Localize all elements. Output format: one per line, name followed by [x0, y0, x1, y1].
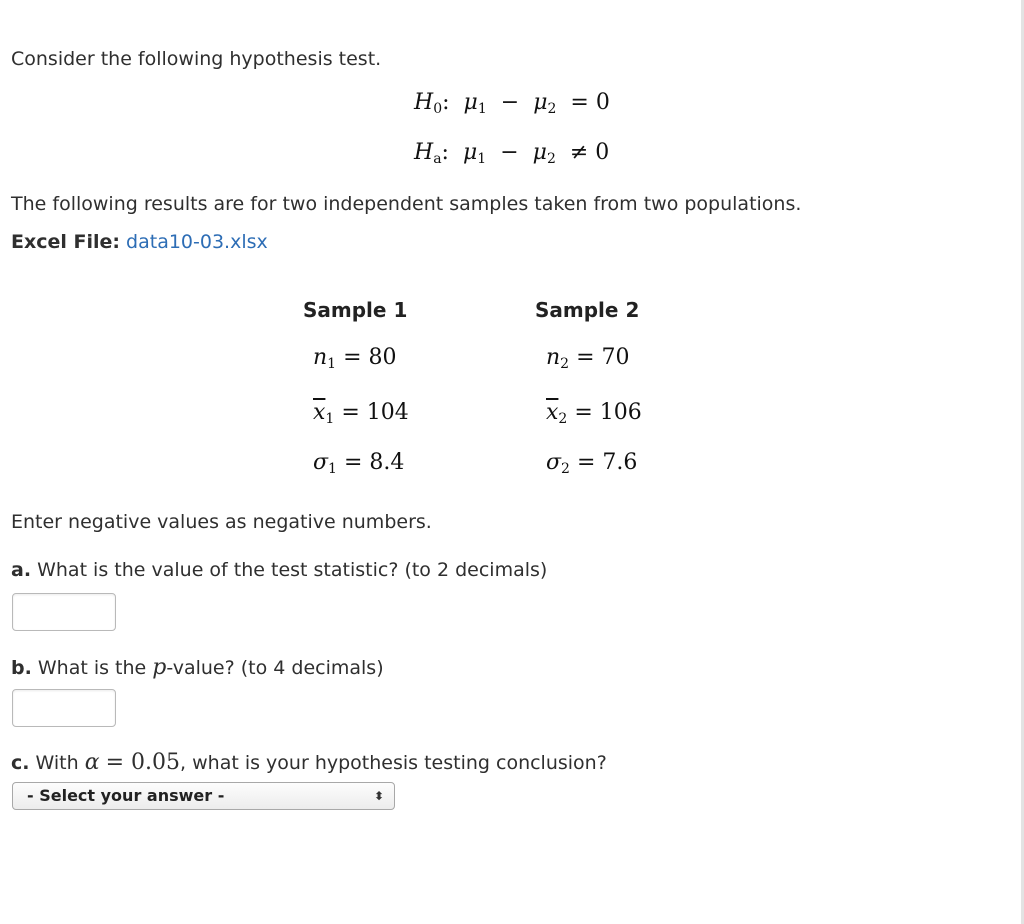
- sample-1-header: Sample 1: [303, 298, 408, 322]
- sample-1-mean: $\overline{x}_1 = 104$: [313, 400, 409, 427]
- results-text: The following results are for two independent samples taken from two populations.: [11, 193, 802, 215]
- question-b: b. What is the p-value? (to 4 decimals): [11, 655, 384, 680]
- intro-text: Consider the following hypothesis test.: [11, 48, 382, 70]
- test-statistic-input[interactable]: [12, 593, 116, 631]
- sample-1-n: $n_1 = 80$: [313, 345, 397, 372]
- sample-1-sigma: $\sigma_1 = 8.4$: [313, 450, 405, 477]
- sample-2-header: Sample 2: [535, 298, 640, 322]
- instruction-text: Enter negative values as negative numbers.: [11, 511, 432, 533]
- conclusion-select-value: - Select your answer -: [27, 786, 225, 805]
- alternative-hypothesis: $H_a$: $\mu_1 - \mu_2 \ne 0$: [414, 140, 610, 167]
- conclusion-select[interactable]: [12, 782, 395, 810]
- sample-2-sigma: $\sigma_2 = 7.6$: [546, 450, 638, 477]
- sample-2-n: $n_2 = 70$: [546, 345, 630, 372]
- null-hypothesis: $H_0$: $\mu_1 - \mu_2 = 0$: [414, 90, 610, 117]
- question-a: a. What is the value of the test statistic? (to 2 decimals): [11, 559, 548, 581]
- excel-file-label: Excel File:: [11, 231, 120, 253]
- sample-2-mean: $\overline{x}_2 = 106$: [546, 400, 642, 427]
- question-c: c. With α = 0.05, what is your hypothesis testing conclusion?: [11, 750, 607, 775]
- excel-file-link[interactable]: data10-03.xlsx: [126, 231, 268, 253]
- updown-arrow-icon: ⬍: [373, 789, 384, 803]
- excel-file-line: [11, 231, 268, 253]
- p-value-input[interactable]: [12, 689, 116, 727]
